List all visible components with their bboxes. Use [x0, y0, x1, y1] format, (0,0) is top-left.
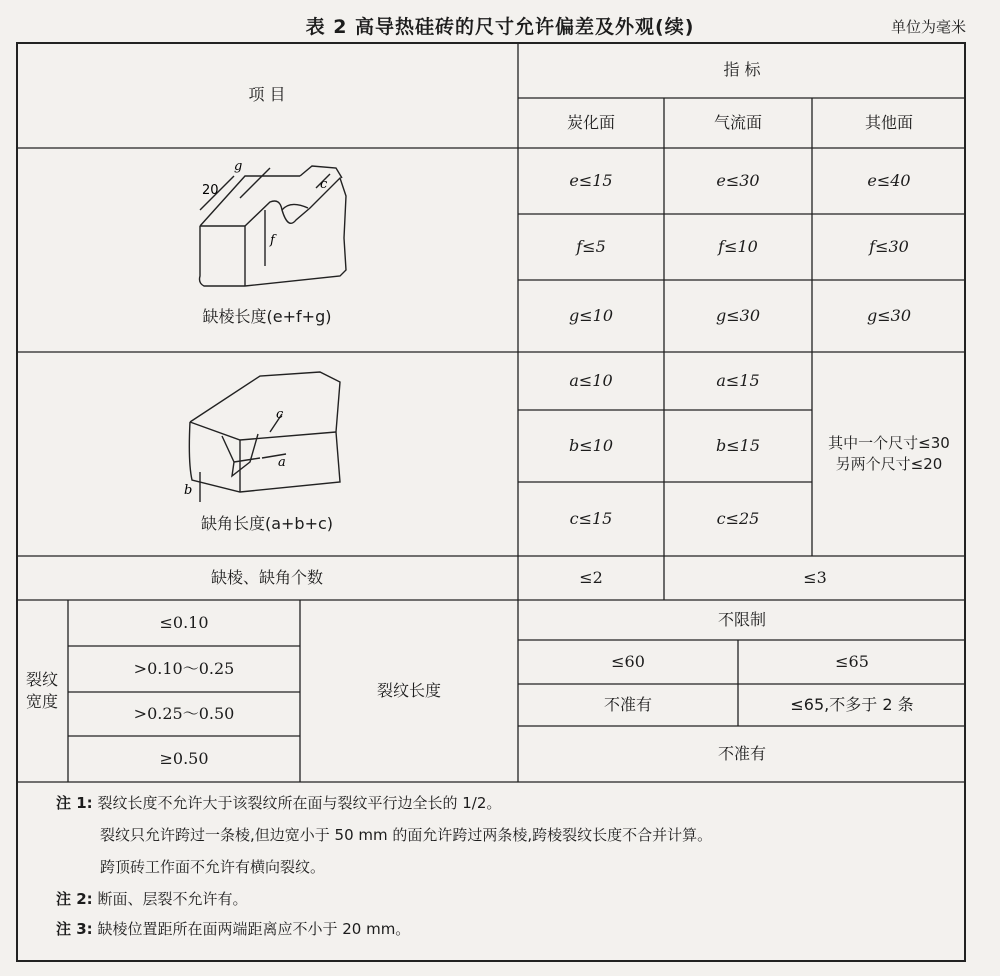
- corner-other-line2: 另两个尺寸≤20: [835, 455, 943, 473]
- header-indicator: 指 标: [723, 59, 761, 79]
- crack-r2b: ≤65: [835, 651, 869, 671]
- crack-r4: 不准有: [717, 743, 766, 763]
- corner-b-carbonized: b≤10: [568, 435, 613, 455]
- crack-width-4: ≥0.50: [159, 748, 209, 768]
- edge-g-other: g≤30: [866, 305, 911, 325]
- corner-label-a: a: [278, 455, 286, 470]
- corner-defect-label: 缺角长度(a+b+c): [200, 513, 334, 533]
- header-airflow: 气流面: [713, 112, 762, 132]
- edge-label-c: c: [320, 177, 328, 192]
- header-item: 项 目: [248, 84, 286, 104]
- edge-label-g: g: [234, 159, 243, 174]
- edge-e-other: e≤40: [867, 170, 911, 190]
- note-1-line2: [100, 824, 712, 845]
- corner-label-b: b: [184, 483, 193, 498]
- corner-c-carbonized: c≤15: [569, 508, 613, 528]
- note-3-text: 缺棱位置距所在面两端距离应不小于 20 mm。: [97, 920, 411, 938]
- corner-defect-figure: [170, 362, 370, 502]
- unit-label: 单位为毫米: [890, 18, 966, 36]
- edge-g-airflow: g≤30: [715, 305, 760, 325]
- note-1-text: 裂纹长度不允许大于该裂纹所在面与裂纹平行边全长的 1/2。: [97, 794, 502, 812]
- edge-label-f: f: [270, 233, 275, 248]
- note-2-label: 注 2:: [56, 890, 93, 908]
- count-rest: ≤3: [803, 567, 827, 587]
- crack-width-label-2: 宽度: [25, 692, 58, 711]
- edge-f-other: f≤30: [869, 236, 909, 256]
- corner-label-c: c: [276, 407, 284, 422]
- crack-r3a: 不准有: [603, 694, 652, 714]
- corner-other-cell: [812, 352, 966, 556]
- note-1: [56, 792, 501, 813]
- header-other: 其他面: [864, 112, 913, 132]
- corner-b-airflow: b≤15: [715, 435, 760, 455]
- crack-width-label-1: 裂纹: [25, 669, 58, 689]
- note-1-line3-text: 跨顶砖工作面不允许有横向裂纹。: [100, 858, 326, 876]
- note-3-label: 注 3:: [56, 920, 93, 938]
- corner-c-airflow: c≤25: [716, 508, 760, 528]
- table-title: 表 2 高导热硅砖的尺寸允许偏差及外观(续): [305, 16, 695, 38]
- note-1-label: 注 1:: [56, 794, 93, 812]
- edge-defect-label: 缺棱长度(e+f+g): [202, 306, 332, 326]
- note-2: [56, 888, 247, 909]
- corner-a-airflow: a≤15: [716, 370, 760, 390]
- note-1-line3: [100, 856, 325, 877]
- count-carbonized: ≤2: [579, 567, 603, 587]
- crack-width-1: ≤0.10: [159, 612, 209, 632]
- corner-other-line1: 其中一个尺寸≤30: [828, 434, 950, 452]
- edge-label-20: 20: [202, 183, 219, 198]
- crack-r2a: ≤60: [611, 651, 645, 671]
- crack-r1: 不限制: [717, 609, 766, 629]
- edge-e-carbonized: e≤15: [569, 170, 613, 190]
- crack-width-label: [16, 600, 68, 782]
- edge-f-carbonized: f≤5: [576, 236, 606, 256]
- crack-r3b: ≤65,不多于 2 条: [790, 694, 914, 714]
- corner-a-carbonized: a≤10: [569, 370, 613, 390]
- edge-g-carbonized: g≤10: [568, 305, 613, 325]
- note-1-line2-text: 裂纹只允许跨过一条棱,但边宽小于 50 mm 的面允许跨过两条棱,跨棱裂纹长度不合并计算。: [100, 826, 713, 844]
- count-label: 缺棱、缺角个数: [210, 567, 323, 587]
- note-3: [56, 918, 410, 939]
- edge-defect-figure: [170, 158, 370, 298]
- edge-e-airflow: e≤30: [716, 170, 760, 190]
- crack-width-3: >0.25～0.50: [133, 703, 235, 723]
- edge-f-airflow: f≤10: [718, 236, 758, 256]
- note-2-text: 断面、层裂不允许有。: [97, 890, 248, 908]
- crack-length-label: 裂纹长度: [376, 680, 441, 700]
- crack-width-2: >0.10～0.25: [133, 658, 235, 678]
- header-carbonized: 炭化面: [566, 112, 615, 132]
